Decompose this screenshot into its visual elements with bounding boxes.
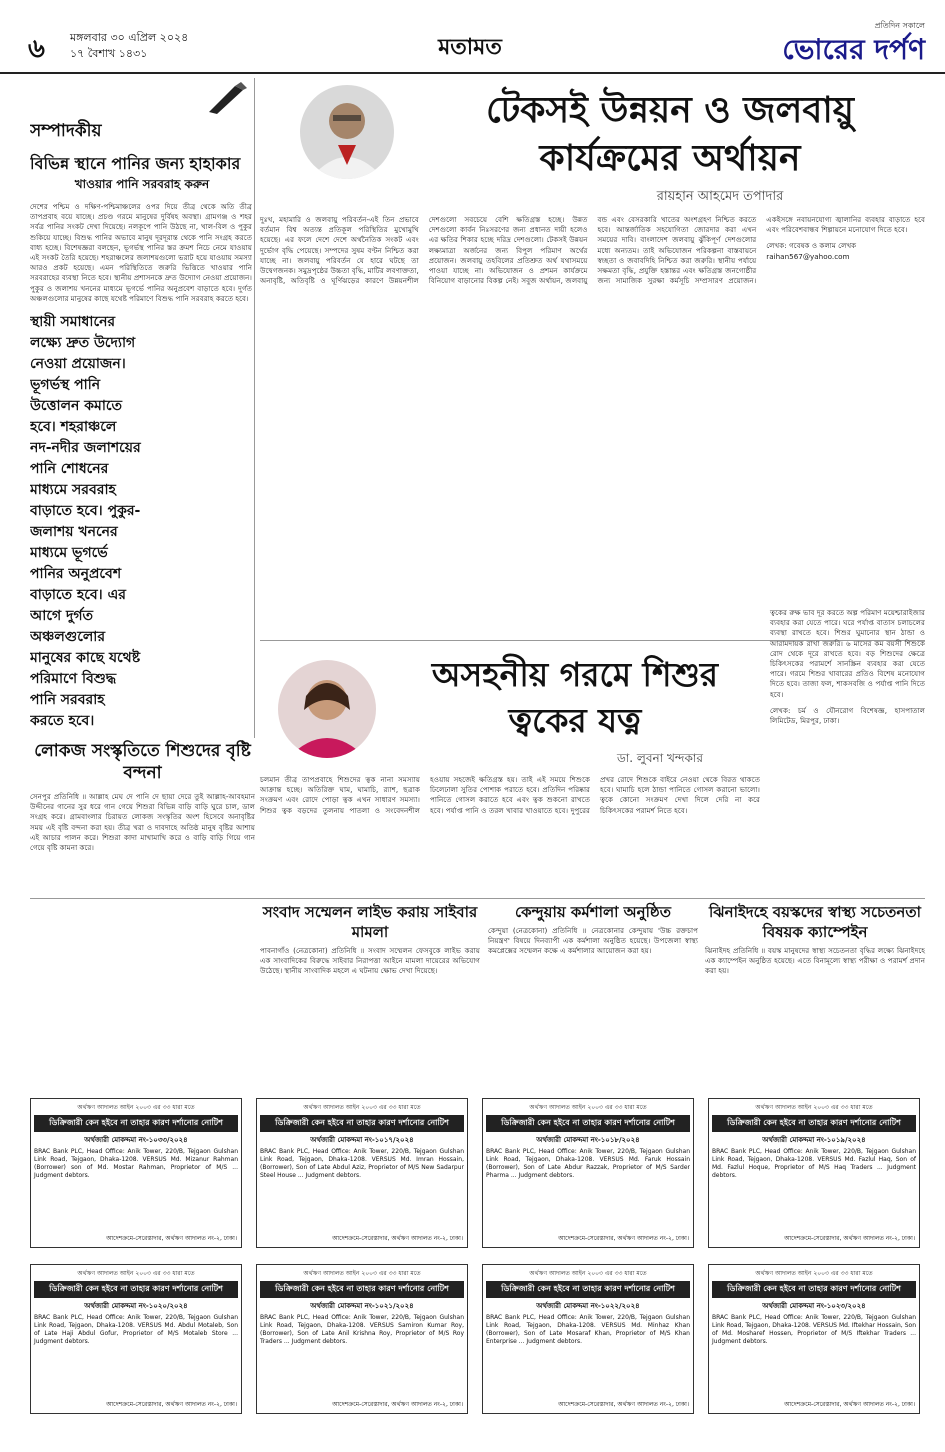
ad-title: ডিক্রিজারী কেন হইবে না তাহার কারণ দর্শানোর নোটিশ xyxy=(712,1281,916,1298)
ad-footer: আদেশক্রমে-সেরেস্তাদার, অর্থঋণ আদালত নং-২, ঢাকা। xyxy=(784,1235,915,1242)
editorial-column xyxy=(30,78,255,738)
news-title: সংবাদ সম্মেলন লাইভ করায় সাইবার মামলা xyxy=(262,903,478,941)
ad-text: BRAC Bank PLC, Head Office: Anik Tower, 220/B, Tejgaon Gulshan Link Road, Tejgaon, Dhaka-1208. VERSUS Md. Minhaz Khan (Borrower), Son of Late Mosaraf Khan, Proprietor of M/S Khan Enterprise ... Judgment debtors. xyxy=(486,1314,690,1345)
pen-icon xyxy=(205,80,250,116)
news-body: পাবনাগাঁও (নেত্রকোনা) প্রতিনিধি ॥ সংবাদ সম্মেলন ফেসবুকে লাইভ করায় এক সাংবাদিকের বিরুদ্ধে সাইবার নিরাপত্তা আইনে মামলা দায়েরের অভিযোগ উঠেছে। স্থানীয় সাংবাদিক মহলে এ ঘটনায় ক্ষোভ দেখা দিয়েছে। xyxy=(260,946,480,976)
newspaper-logo: প্রতিদিন সকালে ভোরের দর্পণ xyxy=(782,21,925,66)
ad-text: BRAC Bank PLC, Head Office: Anik Tower, 220/B, Tejgaon Gulshan Link Road, Tejgaon, Dhaka-1208. VERSUS Md. Mizanur Rahman (Borrower) son of Md. Mostar Rahman, Proprietor of M/S ... Judgment debtors. xyxy=(34,1148,238,1179)
ad-text: BRAC Bank PLC, Head Office: Anik Tower, 220/B, Tejgaon Gulshan Link Road, Tejgaon, Dhaka-1208. VERSUS Md. Fazlul Haq, Son of Md. Fazlul Hoque, Proprietor of M/S Haq Traders ... Judgment debtors. xyxy=(712,1148,916,1179)
ad-text: BRAC Bank PLC, Head Office: Anik Tower, 220/B, Tejgaon Gulshan Link Road, Tejgaon, Dhaka-1208. VERSUS Md. Faruk Hossain (Borrower), Son of Late Abdur Razzak, Proprietor of M/S Sarder Pharma ... Judgment debtors. xyxy=(486,1148,690,1179)
ad-text: BRAC Bank PLC, Head Office: Anik Tower, 220/B, Tejgaon Gulshan Link Road, Tejgaon, Dhaka-1208. VERSUS Md. Abdul Motaleb, Son of Late Haji Abdul Gofur, Proprietor of M/S Motaleb Store ... Judgment debtors. xyxy=(34,1314,238,1345)
ad-footer: আদেশক্রমে-সেরেস্তাদার, অর্থঋণ আদালত নং-২, ঢাকা। xyxy=(332,1235,463,1242)
ad-footer: আদেশক্রমে-সেরেস্তাদার, অর্থঋণ আদালত নং-২, ঢাকা। xyxy=(332,1401,463,1408)
ad-case-number: অর্থজারী মোকদ্দমা নং-১০২২/২০২৪ xyxy=(536,1302,640,1310)
legal-notices xyxy=(30,1098,925,1428)
ad-header: অর্থঋণ আদালত আইন ২০০৩ এর ৩৩ ধারা মতে xyxy=(77,1270,195,1277)
ad-footer: আদেশক্রমে-সেরেস্তাদার, অর্থঋণ আদালত নং-২, ঢাকা। xyxy=(106,1235,237,1242)
ad-footer: আদেশক্রমে-সেরেস্তাদার, অর্থঋণ আদালত নং-২, ঢাকা। xyxy=(558,1401,689,1408)
folk-body: সেনপুর প্রতিনিধি ॥ আল্লাহ মেঘ দে পানি দে ছায়া দেরে তুই আল্লাহ-আবহমান উদ্দীনের গানের সুর ধরে গান গেয়ে শিশুরা বিভিন্ন বাড়ি বাড়ি ঘুরে চাল, ডাল সংগ্রহ করে। গ্রামবাংলার চিরায়ত লোকজ সংস্কৃতির অংশ হিসেবে অনাবৃষ্টির সময় এই বৃষ্টি বন্দনা করা হয়। তীব্র খরা ও দাবদাহে অতিষ্ঠ মানুষ বৃষ্টির আশায় এই আচার পালন করে। শিশুরা কাদা মাখামাখি করে ও বাড়ি বাড়ি গিয়ে গান গেয়ে বৃষ্টি কামনা করে। xyxy=(30,792,255,853)
section-title: মতামত xyxy=(438,34,502,60)
ad-title: ডিক্রিজারী কেন হইবে না তাহার কারণ দর্শানোর নোটিশ xyxy=(712,1115,916,1132)
news-item xyxy=(488,902,698,1092)
person-icon xyxy=(278,660,376,758)
ad-title: ডিক্রিজারী কেন হইবে না তাহার কারণ দর্শানোর নোটিশ xyxy=(486,1281,690,1298)
ad-case-number: অর্থজারী মোকদ্দমা নং-১০১৮/২০২৪ xyxy=(536,1136,640,1144)
ad-title: ডিক্রিজারী কেন হইবে না তাহার কারণ দর্শানোর নোটিশ xyxy=(260,1115,464,1132)
ad-case-number: অর্থজারী মোকদ্দমা নং-১০২১/২০২৪ xyxy=(310,1302,414,1310)
author-photo-b xyxy=(278,660,376,758)
article-a-title: টেকসই উন্নয়ন ও জলবায়ু কার্যক্রমের অর্থায়ন xyxy=(485,89,854,179)
ad-footer: আদেশক্রমে-সেরেস্তাদার, অর্থঋণ আদালত নং-২, ঢাকা। xyxy=(784,1401,915,1408)
editorial-subtitle: খাওয়ার পানি সরবরাহ করুন xyxy=(74,177,210,191)
ad-text: BRAC Bank PLC, Head Office: Anik Tower, 220/B, Tejgaon Gulshan Link Road, Tejgaon, Dhaka-1208. VERSUS Samiron Kumar Roy, (Borrower), Son of Late Anil Krishna Roy, Proprietor of M/S Roy Traders ... Judgment debtors. xyxy=(260,1314,464,1345)
pull-quote: স্থায়ী সমাধানের লক্ষ্যে দ্রুত উদ্যোগ নেওয়া প্রয়োজন। ভূগর্ভস্থ পানি উত্তোলন কমাতে হবে। শহরাঞ্চলে নদ-নদীর জলাশয়ের পানি শোধনের মাধ্যমে সরবরাহ বাড়াতে হবে। পুকুর-জলাশয় খননের মাধ্যমে ভূগর্ভে পানির অনুপ্রবেশ বাড়াতে হবে। এর আগে দুর্গত অঞ্চলগুলোর মানুষের কাছে যথেষ্ট পরিমাণে বিশুদ্ধ পানি সরবরাহ করতে হবে। xyxy=(30,314,141,729)
ad-header: অর্থঋণ আদালত আইন ২০০৩ এর ৩৩ ধারা মতে xyxy=(303,1270,421,1277)
ad-footer: আদেশক্রমে-সেরেস্তাদার, অর্থঋণ আদালত নং-২, ঢাকা। xyxy=(106,1401,237,1408)
ad-title: ডিক্রিজারী কেন হইবে না তাহার কারণ দর্শানোর নোটিশ xyxy=(34,1115,238,1132)
ad-header: অর্থঋণ আদালত আইন ২০০৩ এর ৩৩ ধারা মতে xyxy=(755,1270,873,1277)
news-title: কেন্দুয়ায় কর্মশালা অনুষ্ঠিত xyxy=(515,903,671,921)
news-body: ঝিনাইদহ প্রতিনিধি ॥ বয়স্ক মানুষদের স্বাস্থ্য সচেতনতা বৃদ্ধির লক্ষ্যে ঝিনাইদহে এক ক্যাম্পেইন অনুষ্ঠিত হয়েছে। এতে বিনামূল্যে স্বাস্থ্য পরীক্ষা ও পরামর্শ প্রদান করা হয়। xyxy=(705,946,925,976)
editorial-body-cont xyxy=(148,312,252,738)
legal-notice-ad xyxy=(30,1264,242,1414)
ad-case-number: অর্থজারী মোকদ্দমা নং-১০১৭/২০২৪ xyxy=(310,1136,414,1144)
ad-case-number: অর্থজারী মোকদ্দমা নং-১০৩৩/২০২৪ xyxy=(84,1136,188,1144)
page-header xyxy=(0,0,945,74)
ad-title: ডিক্রিজারী কেন হইবে না তাহার কারণ দর্শানোর নোটিশ xyxy=(34,1281,238,1298)
ad-text: BRAC Bank PLC, Head Office: Anik Tower, 220/B, Tejgaon Gulshan Link Road, Tejgaon, Dhaka-1208. VERSUS Md. Imran Hossain, (Borrower), Son of Late Abdul Aziz, Proprietor of M/S New Sadarpur Steel House ... Judgment debtors. xyxy=(260,1148,464,1179)
legal-notice-ad xyxy=(708,1098,920,1248)
news-item xyxy=(260,902,480,1092)
news-body: কেন্দুয়া (নেত্রকোনা) প্রতিনিধি ॥ নেত্রকোনার কেন্দুয়ায় 'উচ্চ রক্তচাপ নিয়ন্ত্রণ' বিষয়ে দিনব্যাপী এক কর্মশালা অনুষ্ঠিত হয়েছে। উপজেলা স্বাস্থ্য কমপ্লেক্সের সম্মেলন কক্ষে এ কর্মশালার আয়োজন করা হয়। xyxy=(488,926,698,956)
ad-header: অর্থঋণ আদালত আইন ২০০৩ এর ৩৩ ধারা মতে xyxy=(755,1104,873,1111)
ad-header: অর্থঋণ আদালত আইন ২০০৩ এর ৩৩ ধারা মতে xyxy=(529,1270,647,1277)
ad-case-number: অর্থজারী মোকদ্দমা নং-১০২৩/২০২৪ xyxy=(762,1302,866,1310)
news-title: ঝিনাইদহে বয়স্কদের স্বাস্থ্য সচেতনতা বিষয়ক ক্যাম্পেইন xyxy=(709,903,921,941)
ad-case-number: অর্থজারী মোকদ্দমা নং-১০১৯/২০২৪ xyxy=(762,1136,866,1144)
ad-title: ডিক্রিজারী কেন হইবে না তাহার কারণ দর্শানোর নোটিশ xyxy=(260,1281,464,1298)
author-photo xyxy=(300,85,394,179)
article-b-body: চলমান তীব্র তাপপ্রবাহে শিশুদের ত্বক নানা সমস্যায় আক্রান্ত হচ্ছে। অতিরিক্ত ঘাম, ঘামাচি, র‌্যাশ, ছত্রাক সংক্রমণ এবং রোদে পোড়া ত্বক এখন সাধারণ সমস্যা। শিশুর ত্বক বড়দের তুলনায় পাতলা ও সংবেদনশীল হওয়ায় সহজেই ক্ষতিগ্রস্ত হয়। তাই এই সময়ে শিশুকে ঢিলেঢালা সুতির পোশাক পরাতে হবে। প্রতিদিন পরিষ্কার পানিতে গোসল করাতে হবে এবং ত্বক শুকনো রাখতে হবে। পর্যাপ্ত পানি ও তরল খাবার খাওয়াতে হবে। দুপুরের প্রখর রোদে শিশুকে বাইরে নেওয়া থেকে বিরত থাকতে হবে। ঘামাচি হলে ঠান্ডা পানিতে গোসল করানো ভালো। ত্বকে কোনো সংক্রমণ দেখা দিলে দেরি না করে চিকিৎসকের পরামর্শ নিতে হবে। xyxy=(260,775,760,815)
ad-title: ডিক্রিজারী কেন হইবে না তাহার কারণ দর্শানোর নোটিশ xyxy=(486,1115,690,1132)
folk-title: লোকজ সংস্কৃতিতে শিশুদের বৃষ্টি বন্দনা xyxy=(34,741,251,783)
ad-text: BRAC Bank PLC, Head Office: Anik Tower, 220/B, Tejgaon Gulshan Link Road, Tejgaon, Dhaka-1208. VERSUS Md. Iftekhar Hossain, Son of Md. Mosharef Hossen, Proprietor of M/S Iftekhar Traders ... Judgment debtors. xyxy=(712,1314,916,1345)
page-number: ৬ xyxy=(28,34,45,64)
legal-notice-ad xyxy=(256,1264,468,1414)
editorial-body: দেশের পশ্চিম ও দক্ষিণ-পশ্চিমাঞ্চলের ওপর দিয়ে তীব্র থেকে অতি তীব্র তাপপ্রবাহ বয়ে যাচ্ছে। প্রচণ্ড গরমে মানুষের দুর্বিষহ অবস্থা। গ্রামগঞ্জ ও শহর সর্বত্র পানির সংকট দেখা দিয়েছে। নলকূপে পানি উঠছে না, খাল-বিল ও পুকুর শুকিয়ে যাচ্ছে। বিশুদ্ধ পানির অভাবে মানুষ দূরদূরান্ত থেকে পানি সংগ্রহ করতে বাধ্য হচ্ছে। বিশেষজ্ঞরা বলছেন, ভূগর্ভস্থ পানির স্তর ক্রমশ নিচে নেমে যাওয়ায় এই সংকট তৈরি হয়েছে। শহরাঞ্চলের জলাশয়গুলো ভরাট হয়ে যাওয়ায় সমস্যা আরও প্রকট হয়েছে। এমন পরিস্থিতিতে জরুরি ভিত্তিতে খাওয়ার পানি সরবরাহের ব্যবস্থা নিতে হবে। স্থানীয় প্রশাসনকে দ্রুত উদ্যোগ নেওয়া প্রয়োজন। পুকুর ও জলাশয় খননের মাধ্যমে ভূগর্ভে পানির অনুপ্রবেশ বাড়াতে হবে। দুর্গত অঞ্চলগুলোর মানুষের কাছে যথেষ্ট পরিমাণে বিশুদ্ধ পানি সরবরাহ করতে হবে। xyxy=(30,202,252,302)
legal-notice-ad xyxy=(256,1098,468,1248)
ad-header: অর্থঋণ আদালত আইন ২০০৩ এর ৩৩ ধারা মতে xyxy=(303,1104,421,1111)
ad-footer: আদেশক্রমে-সেরেস্তাদার, অর্থঋণ আদালত নং-২, ঢাকা। xyxy=(558,1235,689,1242)
article-a-author: রায়হান আহমেদ তপাদার xyxy=(656,189,784,204)
article-b-title: অসহনীয় গরমে শিশুর ত্বকের যত্ন xyxy=(431,655,719,740)
ad-case-number: অর্থজারী মোকদ্দমা নং-১০২০/২০২৪ xyxy=(84,1302,188,1310)
issue-date: মঙ্গলবার ৩০ এপ্রিল ২০২৪ ১৭ বৈশাখ ১৪৩১ xyxy=(70,31,189,60)
editorial-title: বিভিন্ন স্থানে পানির জন্য হাহাকার xyxy=(30,154,241,173)
legal-notice-ad xyxy=(482,1098,694,1248)
article-b-continued: ত্বকের রুক্ষ ভাব দূর করতে অল্প পরিমাণ ময়েশ্চারাইজার ব্যবহার করা যেতে পারে। ঘরে পর্যাপ্ত বাতাস চলাচলের ব্যবস্থা রাখতে হবে। শিশুর ঘুমানোর স্থান ঠান্ডা ও আরামদায়ক রাখা জরুরি। ৬ মাসের কম বয়সী শিশুকে রোদ থেকে দূরে রাখতে হবে। বড় শিশুদের ক্ষেত্রে চিকিৎসকের পরামর্শে সানস্ক্রিন ব্যবহার করা যেতে পারে। গরমে শিশুর খাবারের প্রতিও বিশেষ মনোযোগ দিতে হবে। তাজা ফল, শাকসবজি ও পর্যাপ্ত পানি দিতে হবে। লেখক: চর্ম ও যৌনরোগ বিশেষজ্ঞ, হাসপাতাল লিমিটেড, মিরপুর, ঢাকা। xyxy=(770,608,925,726)
article-a-body: দুঃখ, মহামারি ও জলবায়ু পরিবর্তন-এই তিন প্রভাবে বর্তমান বিশ্ব অত্যন্ত প্রতিকূল পরিস্থিতির মুখোমুখি হয়েছে। এর ফলে দেশে দেশে অর্থনৈতিক সংকট এবং দুর্ভোগ বৃদ্ধি পেয়েছে। সম্পদের সুষম বণ্টন নিশ্চিত করা যাচ্ছে না। জলবায়ু পরিবর্তন যে হারে ঘটছে তা উদ্বেগজনক। সমুদ্রপৃষ্ঠের উচ্চতা বৃদ্ধি, মাটির লবণাক্ততা, অনাবৃষ্টি, অতিবৃষ্টি ও ঘূর্ণিঝড়ের কারণে উন্নয়নশীল দেশগুলো সবচেয়ে বেশি ক্ষতিগ্রস্ত হচ্ছে। উন্নত দেশগুলো কার্বন নিঃসরণের জন্য প্রধানত দায়ী হলেও এর ক্ষতির শিকার হচ্ছে দরিদ্র দেশগুলো। টেকসই উন্নয়ন লক্ষ্যমাত্রা অর্জনের জন্য বিপুল পরিমাণ অর্থের প্রয়োজন। জলবায়ু তহবিলের প্রতিশ্রুত অর্থ যথাসময়ে পাওয়া যাচ্ছে না। অভিযোজন ও প্রশমন কার্যক্রমে বিনিয়োগ বাড়ানোর বিকল্প নেই। সবুজ অর্থায়ন, জলবায়ু বন্ড এবং বেসরকারি খাতের অংশগ্রহণ নিশ্চিত করতে হবে। আন্তর্জাতিক সহযোগিতা জোরদার করা এখন সময়ের দাবি। বাংলাদেশ জলবায়ু ঝুঁকিপূর্ণ দেশগুলোর মধ্যে অন্যতম। তাই অভিযোজন পরিকল্পনা বাস্তবায়নে স্বচ্ছতা ও জবাবদিহি নিশ্চিত করা জরুরি। স্থানীয় পর্যায়ে সক্ষমতা বৃদ্ধি, প্রযুক্তি হস্তান্তর এবং ক্ষতিগ্রস্ত জনগোষ্ঠীর জন্য সামাজিক সুরক্ষা কর্মসূচি সম্প্রসারণ প্রয়োজন। একইসঙ্গে নবায়নযোগ্য জ্বালানির ব্যবহার বাড়াতে হবে এবং পরিবেশবান্ধব শিল্পায়নে মনোযোগ দিতে হবে। লেখক: গবেষক ও কলাম লেখক raihan567@yahoo.com xyxy=(260,215,925,286)
editorial-label: সম্পাদকীয় xyxy=(30,121,102,141)
person-icon xyxy=(300,85,394,179)
news-item xyxy=(705,902,925,1092)
author-email[interactable]: raihan567@yahoo.com xyxy=(766,251,850,261)
ad-header: অর্থঋণ আদালত আইন ২০০৩ এর ৩৩ ধারা মতে xyxy=(77,1104,195,1111)
ad-header: অর্থঋণ আদালত আইন ২০০৩ এর ৩৩ ধারা মতে xyxy=(529,1104,647,1111)
legal-notice-ad xyxy=(708,1264,920,1414)
article-b-author: ডা. লুবনা খন্দকার xyxy=(616,751,703,765)
legal-notice-ad xyxy=(482,1264,694,1414)
legal-notice-ad xyxy=(30,1098,242,1248)
